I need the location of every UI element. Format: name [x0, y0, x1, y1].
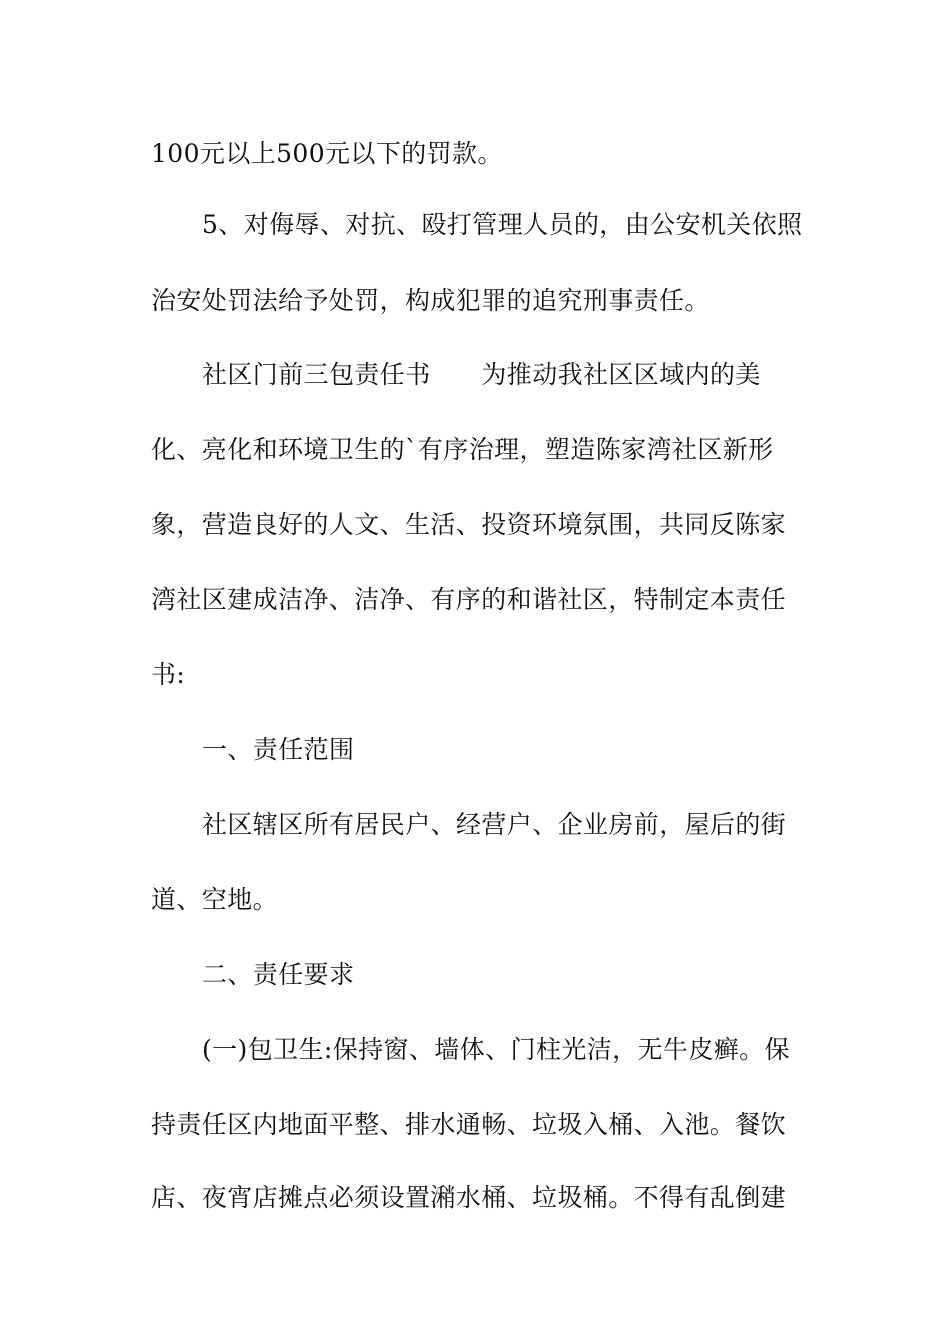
- text-line-3: 治安处罚法给予处罚，构成犯罪的追究刑事责任。: [151, 286, 710, 315]
- text-line-4: 社区门前三包责任书 为推动我社区区域内的美: [202, 360, 761, 389]
- text-line-1: 100元以上500元以下的罚款。: [151, 139, 503, 168]
- text-line-6: 象，营造良好的人文、生活、投资环境氛围，共同反陈家: [151, 510, 787, 539]
- section-heading-1: 一、责任范围: [202, 735, 355, 764]
- text-line-8: 书:: [151, 660, 186, 689]
- text-line-11: 道、空地。: [151, 885, 279, 914]
- text-line-5: 化、亮化和环境卫生的`有序治理，塑造陈家湾社区新形: [151, 435, 774, 464]
- text-line-2: 5、对侮辱、对抗、殴打管理人员的，由公安机关依照: [202, 210, 803, 239]
- text-line-7: 湾社区建成洁净、洁净、有序的和谐社区，特制定本责任: [151, 585, 787, 614]
- text-line-13: (一)包卫生:保持窗、墙体、门柱光洁，无牛皮癣。保: [202, 1035, 790, 1064]
- text-line-15: 店、夜宵店摊点必须设置潲水桶、垃圾桶。不得有乱倒建: [151, 1183, 787, 1212]
- section-heading-2: 二、责任要求: [202, 960, 355, 989]
- text-line-14: 持责任区内地面平整、排水通畅、垃圾入桶、入池。餐饮: [151, 1110, 787, 1139]
- text-line-10: 社区辖区所有居民户、经营户、企业房前，屋后的街: [202, 810, 787, 839]
